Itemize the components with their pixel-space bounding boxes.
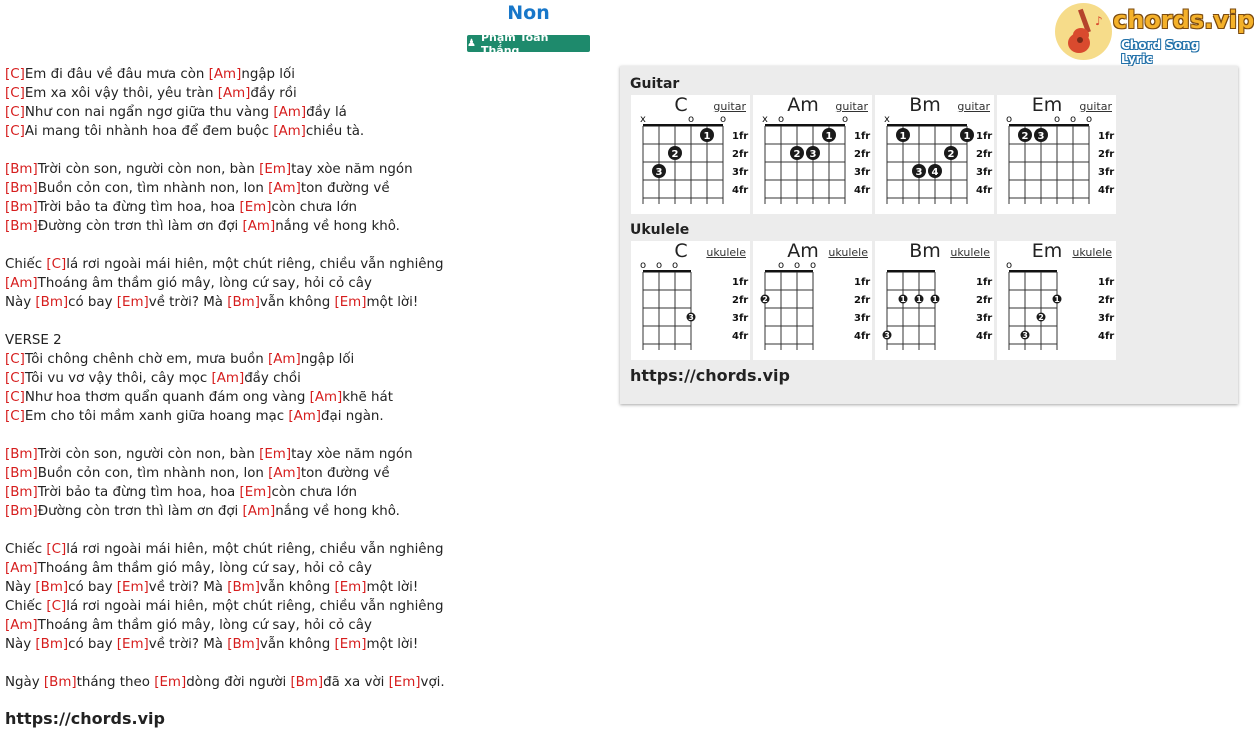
ukulele-chord-card[interactable] bbox=[997, 241, 1116, 360]
chord-diagram bbox=[875, 259, 994, 359]
chord-name: Am bbox=[787, 240, 819, 262]
chord-name: Em bbox=[1031, 240, 1063, 262]
fret-label: 3fr bbox=[976, 313, 993, 324]
lyric-line bbox=[5, 445, 605, 464]
chord-diagram bbox=[997, 259, 1116, 359]
lyric-text: một lời! bbox=[366, 295, 419, 310]
lyric-text: Em đi đâu về đâu mưa còn bbox=[24, 67, 209, 82]
fret-label: 2fr bbox=[976, 149, 993, 160]
fret-label: 1fr bbox=[976, 277, 993, 288]
logo-tagline: Chord Song Lyric bbox=[1121, 38, 1200, 66]
finger-number: 3 bbox=[809, 149, 817, 160]
fret-label: 3fr bbox=[1098, 313, 1115, 324]
instrument-link[interactable]: ukulele bbox=[706, 246, 746, 259]
ukulele-heading: Ukulele bbox=[630, 222, 690, 238]
lyric-line bbox=[5, 369, 605, 388]
finger-number: 1 bbox=[963, 131, 971, 142]
lyric-text: về trời? Mà bbox=[148, 295, 228, 310]
lyric-text: lá rơi ngoài mái hiên, một chút riêng, chiều vẫn nghiêng bbox=[66, 542, 444, 557]
lyric-text: chiều tà. bbox=[305, 124, 365, 139]
open-string-mark: o bbox=[639, 260, 647, 271]
chord-link[interactable]: [C] bbox=[5, 390, 25, 405]
chord-link[interactable]: [Bm] bbox=[5, 447, 38, 462]
finger-number: 3 bbox=[915, 167, 923, 178]
fret-label: 4fr bbox=[976, 185, 993, 196]
fret-label: 1fr bbox=[1098, 131, 1115, 142]
lyric-line bbox=[5, 331, 605, 350]
person-icon: ♟ bbox=[467, 38, 476, 49]
chord-link[interactable]: [C] bbox=[5, 67, 25, 82]
lyric-line bbox=[5, 350, 605, 369]
fret-label: 1fr bbox=[976, 131, 993, 142]
artist-badge[interactable] bbox=[467, 30, 590, 57]
ukulele-chord-card[interactable] bbox=[753, 241, 872, 360]
finger-number: 1 bbox=[932, 295, 938, 304]
finger-number: 2 bbox=[671, 149, 679, 160]
fret-label: 1fr bbox=[854, 277, 871, 288]
chord-nut bbox=[643, 124, 723, 127]
lyric-line bbox=[5, 521, 605, 540]
fret-label: 2fr bbox=[854, 295, 871, 306]
chord-name: C bbox=[674, 240, 688, 262]
chord-nut bbox=[887, 270, 935, 273]
lyric-text: Này bbox=[5, 637, 36, 652]
finger-number: 1 bbox=[916, 295, 922, 304]
fret-label: 1fr bbox=[732, 131, 749, 142]
chord-link[interactable]: [Bm] bbox=[5, 219, 38, 234]
muted-string-mark: x bbox=[762, 114, 768, 125]
open-string-mark: o bbox=[1005, 114, 1013, 125]
lyric-line bbox=[5, 426, 605, 445]
svg-text:♪: ♪ bbox=[1095, 14, 1103, 28]
chord-link[interactable]: [Bm] bbox=[290, 675, 324, 690]
lyric-text: Buồn cỏn con, tìm nhành non, lon bbox=[37, 466, 269, 481]
chord-link[interactable]: [Am] bbox=[288, 409, 322, 424]
lyric-text: Buồn cỏn con, tìm nhành non, lon bbox=[37, 181, 269, 196]
guitar-chord-card[interactable] bbox=[875, 95, 994, 214]
finger-number: 3 bbox=[1022, 331, 1028, 340]
chord-link[interactable]: [Am] bbox=[5, 561, 38, 576]
guitar-logo-icon bbox=[1055, 3, 1112, 60]
lyric-text: Chiếc bbox=[5, 542, 47, 557]
lyric-line bbox=[5, 236, 605, 255]
muted-string-mark: x bbox=[884, 114, 890, 125]
lyric-text: tay xòe năm ngón bbox=[291, 162, 413, 177]
fret-label: 1fr bbox=[1098, 277, 1115, 288]
chord-link[interactable]: [Am] bbox=[268, 466, 301, 481]
chord-link[interactable]: [Bm] bbox=[5, 504, 38, 519]
finger-number: 4 bbox=[931, 167, 939, 178]
chord-link[interactable]: [Am] bbox=[273, 124, 306, 139]
chord-link[interactable]: [Am] bbox=[208, 67, 242, 82]
fret-label: 2fr bbox=[732, 149, 749, 160]
lyric-text: Như hoa thơm quẩn quanh đám ong vàng bbox=[24, 390, 310, 405]
lyric-text: Trời bảo ta đừng tìm hoa, hoa bbox=[37, 200, 240, 215]
chord-link[interactable]: [C] bbox=[46, 257, 67, 272]
chord-link[interactable]: [Em] bbox=[116, 637, 149, 652]
lyric-text: về trời? Mà bbox=[148, 637, 228, 652]
instrument-link[interactable]: ukulele bbox=[828, 246, 868, 259]
chord-nut bbox=[1009, 270, 1057, 273]
chord-link[interactable]: [Bm] bbox=[35, 295, 69, 310]
lyric-line bbox=[5, 65, 605, 84]
finger-number: 1 bbox=[703, 131, 711, 142]
lyric-text: Thoáng âm thầm gió mây, lòng cứ say, hỏi cỏ cây bbox=[37, 618, 372, 633]
lyric-text: đã xa vời bbox=[323, 675, 389, 690]
fret-label: 2fr bbox=[1098, 295, 1115, 306]
finger-number: 3 bbox=[884, 331, 890, 340]
chord-nut bbox=[1009, 124, 1089, 127]
lyric-line bbox=[5, 464, 605, 483]
lyric-line bbox=[5, 274, 605, 293]
chord-link[interactable]: [Em] bbox=[334, 295, 367, 310]
lyric-line bbox=[5, 673, 605, 692]
lyric-text: khẽ hát bbox=[342, 390, 393, 405]
open-string-mark: o bbox=[777, 260, 785, 271]
open-string-mark: o bbox=[1005, 260, 1013, 271]
fret-label: 3fr bbox=[854, 313, 871, 324]
chord-diagram bbox=[753, 113, 872, 213]
lyric-text: lá rơi ngoài mái hiên, một chút riêng, chiều vẫn nghiêng bbox=[66, 257, 444, 272]
artist-name: Phạm Toàn Thắng bbox=[480, 30, 549, 57]
chord-link[interactable]: [Bm] bbox=[5, 200, 38, 215]
lyric-text: còn chưa lớn bbox=[271, 485, 357, 500]
lyric-text: lá rơi ngoài mái hiên, một chút riêng, chiều vẫn nghiêng bbox=[66, 599, 444, 614]
instrument-link[interactable]: ukulele bbox=[1072, 246, 1112, 259]
lyric-text: có bay bbox=[68, 580, 117, 595]
fret-label: 2fr bbox=[976, 295, 993, 306]
chord-link[interactable]: [Bm] bbox=[5, 162, 38, 177]
guitar-heading: Guitar bbox=[630, 76, 680, 92]
fret-label: 4fr bbox=[1098, 331, 1115, 342]
lyric-text: Thoáng âm thầm gió mây, lòng cứ say, hỏi cỏ cây bbox=[37, 561, 372, 576]
lyric-text: Như con nai ngẩn ngơ giữa thu vàng bbox=[24, 105, 274, 120]
open-string-mark: o bbox=[655, 260, 663, 271]
muted-string-mark: x bbox=[640, 114, 646, 125]
fret-label: 3fr bbox=[732, 167, 749, 178]
open-string-mark: o bbox=[777, 114, 785, 125]
chord-diagram bbox=[631, 259, 750, 359]
guitar-chord-card[interactable] bbox=[753, 95, 872, 214]
lyric-line bbox=[5, 141, 605, 160]
lyric-line bbox=[5, 122, 605, 141]
chord-link[interactable]: [Em] bbox=[239, 200, 272, 215]
lyric-text: ngập lối bbox=[300, 352, 355, 367]
lyric-line bbox=[5, 103, 605, 122]
chord-link[interactable]: [Em] bbox=[334, 637, 367, 652]
lyric-text: Này bbox=[5, 295, 36, 310]
chord-name: Bm bbox=[909, 240, 941, 262]
fret-label: 2fr bbox=[854, 149, 871, 160]
fret-label: 3fr bbox=[976, 167, 993, 178]
chord-link[interactable]: [C] bbox=[5, 409, 25, 424]
fret-label: 2fr bbox=[732, 295, 749, 306]
chord-link[interactable]: [Bm] bbox=[227, 637, 260, 652]
lyric-text: vẫn không bbox=[259, 295, 335, 310]
fret-label: 4fr bbox=[976, 331, 993, 342]
chord-name: Bm bbox=[909, 94, 941, 116]
lyric-text: có bay bbox=[68, 295, 117, 310]
lyric-text: Trời còn son, người còn non, bàn bbox=[37, 447, 260, 462]
fret-label: 4fr bbox=[732, 185, 749, 196]
chord-link[interactable]: [Bm] bbox=[227, 295, 260, 310]
site-link[interactable]: https://chords.vip bbox=[5, 709, 165, 728]
lyric-line bbox=[5, 483, 605, 502]
lyric-text: Ngày bbox=[5, 675, 44, 690]
finger-number: 3 bbox=[688, 313, 694, 322]
lyric-text: nắng về hong khô. bbox=[275, 219, 400, 234]
lyric-text: tay xòe năm ngón bbox=[291, 447, 413, 462]
chord-link[interactable]: [Am] bbox=[5, 618, 38, 633]
chord-link[interactable]: [Em] bbox=[334, 580, 367, 595]
lyric-text: một lời! bbox=[366, 580, 419, 595]
chord-link[interactable]: [Am] bbox=[211, 371, 245, 386]
lyric-line bbox=[5, 160, 605, 179]
chord-nut bbox=[887, 124, 967, 127]
instrument-link[interactable]: guitar bbox=[957, 100, 990, 113]
chord-nut bbox=[765, 270, 813, 273]
lyric-text: đại ngàn. bbox=[321, 409, 384, 424]
open-string-mark: o bbox=[841, 114, 849, 125]
chord-link[interactable]: [Em] bbox=[259, 162, 292, 177]
song-title: Non bbox=[507, 2, 550, 24]
chord-link[interactable]: [C] bbox=[5, 124, 25, 139]
logo-brand: chords.vip bbox=[1113, 6, 1254, 34]
lyric-text: đầy lá bbox=[306, 105, 347, 120]
lyric-line bbox=[5, 540, 605, 559]
lyric-text: Chiếc bbox=[5, 257, 47, 272]
ukulele-chord-card[interactable] bbox=[631, 241, 750, 360]
lyric-line bbox=[5, 654, 605, 673]
chord-link[interactable]: [Bm] bbox=[5, 466, 38, 481]
lyric-text: vợi. bbox=[420, 675, 445, 690]
lyric-text: Em xa xôi vậy thôi, yêu tràn bbox=[24, 86, 218, 101]
chord-link[interactable]: [Am] bbox=[242, 219, 276, 234]
open-string-mark: o bbox=[809, 260, 817, 271]
chord-link[interactable]: [Em] bbox=[116, 295, 149, 310]
lyric-text: VERSE 2 bbox=[5, 333, 62, 348]
chord-link[interactable]: [Am] bbox=[242, 504, 276, 519]
lyric-text: một lời! bbox=[366, 637, 419, 652]
finger-number: 1 bbox=[1054, 295, 1060, 304]
lyric-line bbox=[5, 179, 605, 198]
chord-link[interactable]: [Em] bbox=[239, 485, 272, 500]
lyric-text: đầy chồi bbox=[244, 371, 301, 386]
open-string-mark: o bbox=[687, 114, 695, 125]
chord-name: C bbox=[674, 94, 688, 116]
chord-link[interactable]: [Bm] bbox=[35, 637, 69, 652]
lyric-line bbox=[5, 217, 605, 236]
chord-link[interactable]: [C] bbox=[46, 599, 67, 614]
open-string-mark: o bbox=[793, 260, 801, 271]
lyric-line bbox=[5, 559, 605, 578]
lyric-text: ngập lối bbox=[241, 67, 295, 82]
chord-link[interactable]: [C] bbox=[5, 86, 25, 101]
instrument-link[interactable]: guitar bbox=[1079, 100, 1112, 113]
chord-diagram bbox=[753, 259, 872, 359]
lyric-text: còn chưa lớn bbox=[271, 200, 357, 215]
chord-diagram bbox=[875, 113, 994, 213]
finger-number: 2 bbox=[1021, 131, 1029, 142]
open-string-mark: o bbox=[1069, 114, 1077, 125]
lyric-text: về trời? Mà bbox=[148, 580, 228, 595]
lyric-line bbox=[5, 293, 605, 312]
lyric-text: Trời bảo ta đừng tìm hoa, hoa bbox=[37, 485, 240, 500]
fret-label: 3fr bbox=[1098, 167, 1115, 178]
lyric-text: vẫn không bbox=[259, 580, 335, 595]
lyric-text: Ai mang tôi nhành hoa để đem buộc bbox=[24, 124, 274, 139]
lyric-text: dòng đời người bbox=[186, 675, 291, 690]
chord-link[interactable]: [Em] bbox=[388, 675, 421, 690]
chord-link[interactable]: [Em] bbox=[154, 675, 187, 690]
finger-number: 2 bbox=[762, 295, 768, 304]
chord-link[interactable]: [Am] bbox=[217, 86, 251, 101]
lyric-line bbox=[5, 616, 605, 635]
panel-link[interactable]: https://chords.vip bbox=[630, 366, 790, 385]
fret-label: 3fr bbox=[854, 167, 871, 178]
lyric-line bbox=[5, 597, 605, 616]
chord-link[interactable]: [C] bbox=[5, 105, 25, 120]
chord-diagram bbox=[631, 113, 750, 213]
fret-label: 3fr bbox=[732, 313, 749, 324]
open-string-mark: o bbox=[671, 260, 679, 271]
instrument-link[interactable]: ukulele bbox=[950, 246, 990, 259]
chord-name: Am bbox=[787, 94, 819, 116]
finger-number: 1 bbox=[900, 295, 906, 304]
chord-link[interactable]: [C] bbox=[46, 542, 67, 557]
lyric-line bbox=[5, 312, 605, 331]
finger-number: 2 bbox=[793, 149, 801, 160]
chord-nut bbox=[643, 270, 691, 273]
ukulele-chord-card[interactable] bbox=[875, 241, 994, 360]
lyric-line bbox=[5, 84, 605, 103]
fret-label: 1fr bbox=[732, 277, 749, 288]
chord-link[interactable]: [C] bbox=[5, 352, 25, 367]
lyric-line bbox=[5, 502, 605, 521]
lyric-text: Thoáng âm thầm gió mây, lòng cứ say, hỏi cỏ cây bbox=[37, 276, 372, 291]
chord-link[interactable]: [Bm] bbox=[5, 485, 38, 500]
open-string-mark: o bbox=[719, 114, 727, 125]
finger-number: 2 bbox=[947, 149, 955, 160]
lyric-line bbox=[5, 407, 605, 426]
finger-number: 3 bbox=[1037, 131, 1045, 142]
finger-number: 1 bbox=[825, 131, 833, 142]
fret-label: 4fr bbox=[732, 331, 749, 342]
lyric-text: tháng theo bbox=[76, 675, 155, 690]
guitar-chord-card[interactable] bbox=[997, 95, 1116, 214]
lyric-text: Đường còn trơn thì làm ơn đợi bbox=[37, 219, 243, 234]
site-logo[interactable] bbox=[1055, 3, 1254, 66]
instrument-link[interactable]: guitar bbox=[835, 100, 868, 113]
chord-link[interactable]: [Em] bbox=[259, 447, 292, 462]
instrument-link[interactable]: guitar bbox=[713, 100, 746, 113]
open-string-mark: o bbox=[1085, 114, 1093, 125]
chord-name: Em bbox=[1031, 94, 1063, 116]
lyric-text: Trời còn son, người còn non, bàn bbox=[37, 162, 260, 177]
lyric-text: Tôi chông chênh chờ em, mưa buồn bbox=[24, 352, 269, 367]
lyric-line bbox=[5, 635, 605, 654]
lyric-text: có bay bbox=[68, 637, 117, 652]
finger-number: 2 bbox=[1038, 313, 1044, 322]
chord-link[interactable]: [Am] bbox=[5, 276, 38, 291]
chord-link[interactable]: [Bm] bbox=[43, 675, 77, 690]
lyric-line bbox=[5, 198, 605, 217]
lyric-text: đầy rồi bbox=[250, 86, 297, 101]
fret-label: 4fr bbox=[854, 331, 871, 342]
chord-link[interactable]: [Am] bbox=[309, 390, 343, 405]
lyric-line bbox=[5, 578, 605, 597]
chord-diagram bbox=[997, 113, 1116, 213]
lyric-text: vẫn không bbox=[259, 637, 335, 652]
lyric-line bbox=[5, 388, 605, 407]
chord-link[interactable]: [Bm] bbox=[227, 580, 260, 595]
lyric-text: ton đường về bbox=[300, 466, 390, 481]
lyric-text: Chiếc bbox=[5, 599, 47, 614]
chord-link[interactable]: [Am] bbox=[273, 105, 307, 120]
lyric-text: Này bbox=[5, 580, 36, 595]
fret-label: 4fr bbox=[1098, 185, 1115, 196]
chord-link[interactable]: [Am] bbox=[268, 352, 301, 367]
chord-link[interactable]: [C] bbox=[5, 371, 25, 386]
chord-link[interactable]: [Am] bbox=[268, 181, 301, 196]
lyric-text: Em cho tôi mầm xanh giữa hoang mạc bbox=[24, 409, 289, 424]
lyric-text: nắng về hong khô. bbox=[275, 504, 400, 519]
lyrics-body bbox=[5, 65, 605, 692]
chord-panel bbox=[620, 66, 1238, 404]
chord-link[interactable]: [Bm] bbox=[5, 181, 38, 196]
fret-label: 4fr bbox=[854, 185, 871, 196]
lyric-text: Đường còn trơn thì làm ơn đợi bbox=[37, 504, 243, 519]
finger-number: 1 bbox=[899, 131, 907, 142]
fret-label: 1fr bbox=[854, 131, 871, 142]
guitar-chord-card[interactable] bbox=[631, 95, 750, 214]
chord-link[interactable]: [Em] bbox=[116, 580, 149, 595]
lyric-line bbox=[5, 255, 605, 274]
fret-label: 2fr bbox=[1098, 149, 1115, 160]
finger-number: 3 bbox=[655, 167, 663, 178]
lyric-text: ton đường về bbox=[300, 181, 390, 196]
lyric-text: Tôi vu vơ vậy thôi, cây mọc bbox=[24, 371, 212, 386]
open-string-mark: o bbox=[1053, 114, 1061, 125]
chord-link[interactable]: [Bm] bbox=[35, 580, 69, 595]
